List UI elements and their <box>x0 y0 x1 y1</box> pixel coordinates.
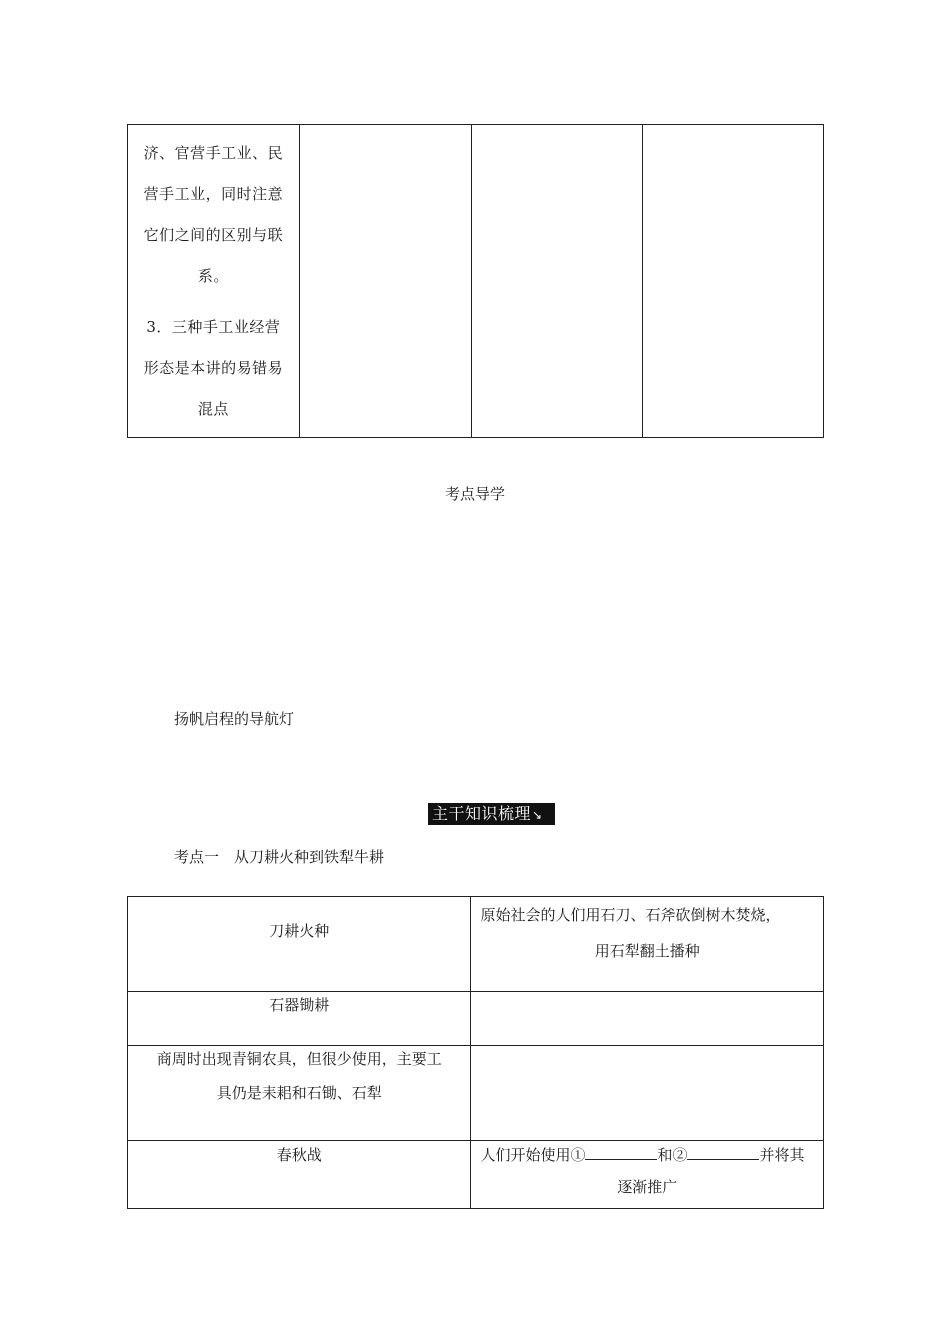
banner-label: 主干知识梳理 <box>432 804 532 823</box>
row-2-right <box>471 992 824 1046</box>
subtitle: 扬帆启程的导航灯 <box>174 710 295 728</box>
top-table-cell-2 <box>299 125 471 438</box>
cell-line: 3．三种手工业经营 <box>146 318 281 336</box>
top-table-cell-1 <box>128 125 300 438</box>
corner-arrow-icon: ↘ <box>532 808 543 822</box>
section-title: 考点导学 <box>444 485 505 503</box>
row-4-left: 春秋战 <box>128 1141 471 1209</box>
top-table-cell-4 <box>643 125 824 438</box>
knowledge-banner <box>428 803 555 825</box>
cell-line: 系。 <box>197 267 229 285</box>
row-4-right: 人们开始使用① 和② 并将其 逐渐推广 <box>471 1141 824 1209</box>
row-1-right: 原始社会的人们用石刀、石斧砍倒树木焚烧， 用石犁翻土播种 <box>471 897 824 992</box>
top-table <box>127 124 824 438</box>
top-table-cell-3 <box>471 125 643 438</box>
fill-blank-1[interactable] <box>585 1145 657 1160</box>
fill-blank-prefix: 人们开始使用① <box>480 1146 586 1164</box>
fill-blank-mid: 和② <box>657 1146 688 1164</box>
topic-heading: 考点一 从刀耕火种到铁犁牛耕 <box>174 848 385 866</box>
cell-line: 济、官营手工业、民 <box>143 144 284 162</box>
cell-line: 形态是本讲的易错易 <box>143 359 284 377</box>
row-3-left: 商周时出现青铜农具，但很少使用，主要工 具仍是耒耜和石锄、石犁 <box>128 1046 471 1141</box>
fill-blank-2[interactable] <box>687 1145 759 1160</box>
bottom-table <box>127 896 824 1209</box>
row-1-left: 刀耕火种 <box>128 897 471 992</box>
fill-blank-suffix: 并将其 <box>759 1146 805 1164</box>
cell-line: 它们之间的区别与联 <box>143 226 284 244</box>
row-3-right <box>471 1046 824 1141</box>
cell-line: 营手工业，同时注意 <box>143 185 284 203</box>
row-2-left: 石器锄耕 <box>128 992 471 1046</box>
cell-line: 混点 <box>197 400 229 418</box>
